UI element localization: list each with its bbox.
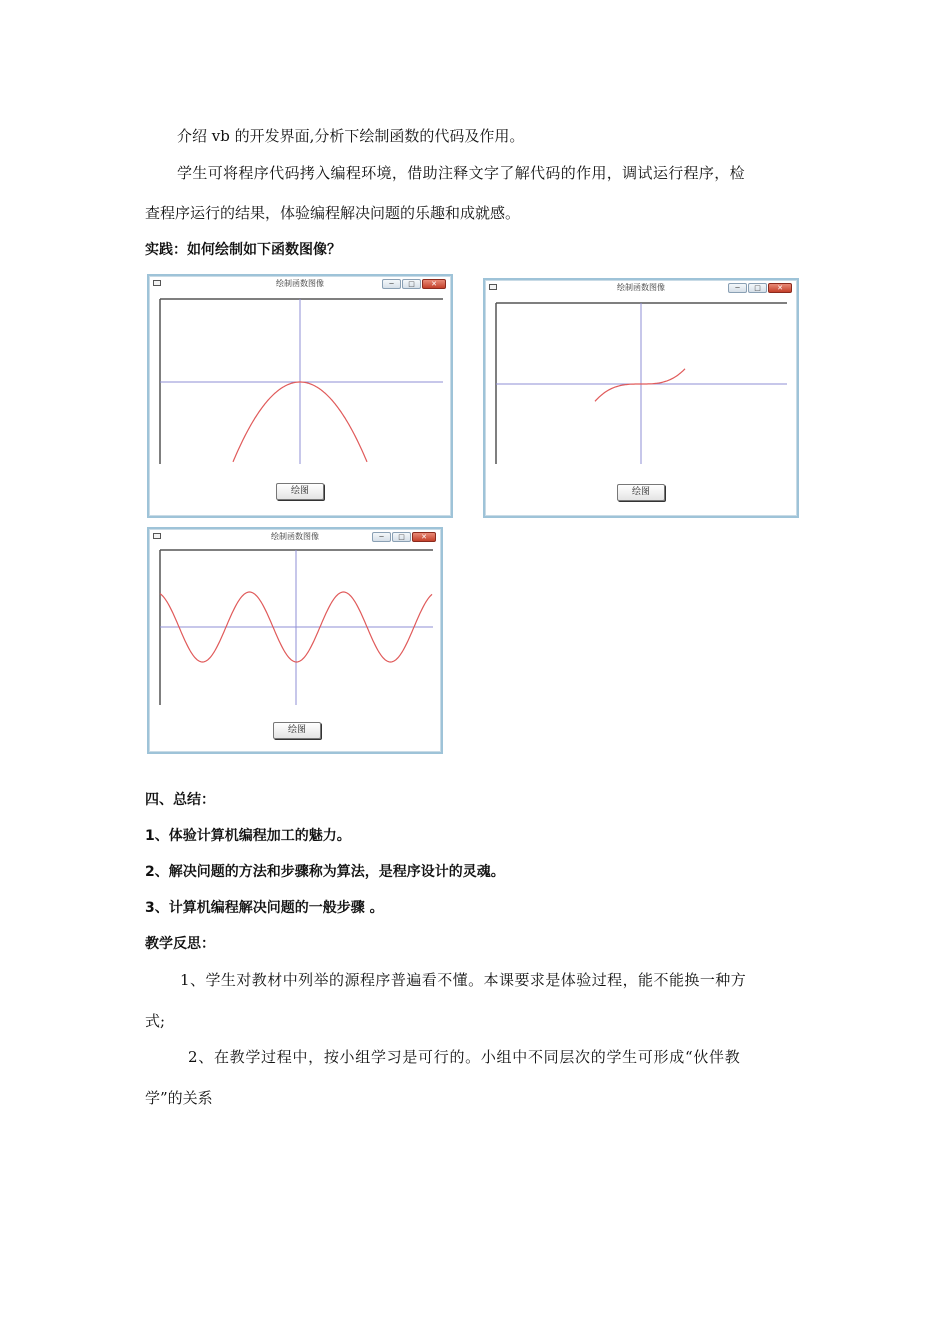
plot-area <box>159 547 435 707</box>
intro-paragraph-2-line-2: 查程序运行的结果，体验编程解决问题的乐趣和成就感。 <box>145 204 521 222</box>
reflection-paragraph-1-line-1: 1、学生对教材中列举的源程序普遍看不懂。本课要求是体验过程，能不能换一种方 <box>180 971 747 989</box>
intro-paragraph-1: 介绍 vb 的开发界面,分析下绘制函数的代码及作用。 <box>177 127 525 145</box>
summary-item-3: 3、计算机编程解决问题的一般步骤 。 <box>145 900 384 916</box>
title-bar <box>149 276 451 292</box>
close-button[interactable]: ✕ <box>412 532 436 542</box>
maximize-button[interactable]: □ <box>402 279 421 289</box>
reflection-paragraph-2-line-1: 2、在教学过程中，按小组学习是可行的。小组中不同层次的学生可形成“伙伴教 <box>188 1048 741 1066</box>
function-curve <box>595 369 685 402</box>
draw-button[interactable]: 绘图 <box>273 722 321 739</box>
plot-area <box>159 296 445 466</box>
minimize-button[interactable]: ─ <box>372 532 391 542</box>
title-bar <box>149 529 441 545</box>
close-button[interactable]: ✕ <box>422 279 446 289</box>
function-plot-window-3 <box>147 527 443 754</box>
maximize-button[interactable]: □ <box>748 283 767 293</box>
practice-heading: 实践：如何绘制如下函数图像？ <box>145 242 341 258</box>
window-title: 绘制函数图像 <box>617 283 665 292</box>
intro-paragraph-2-line-1: 学生可将程序代码拷入编程环境，借助注释文字了解代码的作用，调试运行程序，检 <box>177 164 745 182</box>
title-bar <box>485 280 797 296</box>
summary-heading: 四、总结： <box>145 792 215 808</box>
window-title: 绘制函数图像 <box>276 279 324 288</box>
function-plot-window-2 <box>483 278 799 518</box>
draw-button[interactable]: 绘图 <box>617 484 665 501</box>
plot-area <box>495 300 789 466</box>
minimize-button[interactable]: ─ <box>728 283 747 293</box>
reflection-heading: 教学反思： <box>145 936 215 952</box>
reflection-paragraph-1-line-2: 式; <box>145 1012 166 1030</box>
maximize-button[interactable]: □ <box>392 532 411 542</box>
minimize-button[interactable]: ─ <box>382 279 401 289</box>
window-title: 绘制函数图像 <box>271 532 319 541</box>
close-button[interactable]: ✕ <box>768 283 792 293</box>
draw-button[interactable]: 绘图 <box>276 483 324 500</box>
reflection-paragraph-2-line-2: 学”的关系 <box>145 1089 213 1107</box>
summary-item-2: 2、解决问题的方法和步骤称为算法，是程序设计的灵魂。 <box>145 864 505 880</box>
function-plot-window-1 <box>147 274 453 518</box>
summary-item-1: 1、体验计算机编程加工的魅力。 <box>145 828 351 844</box>
